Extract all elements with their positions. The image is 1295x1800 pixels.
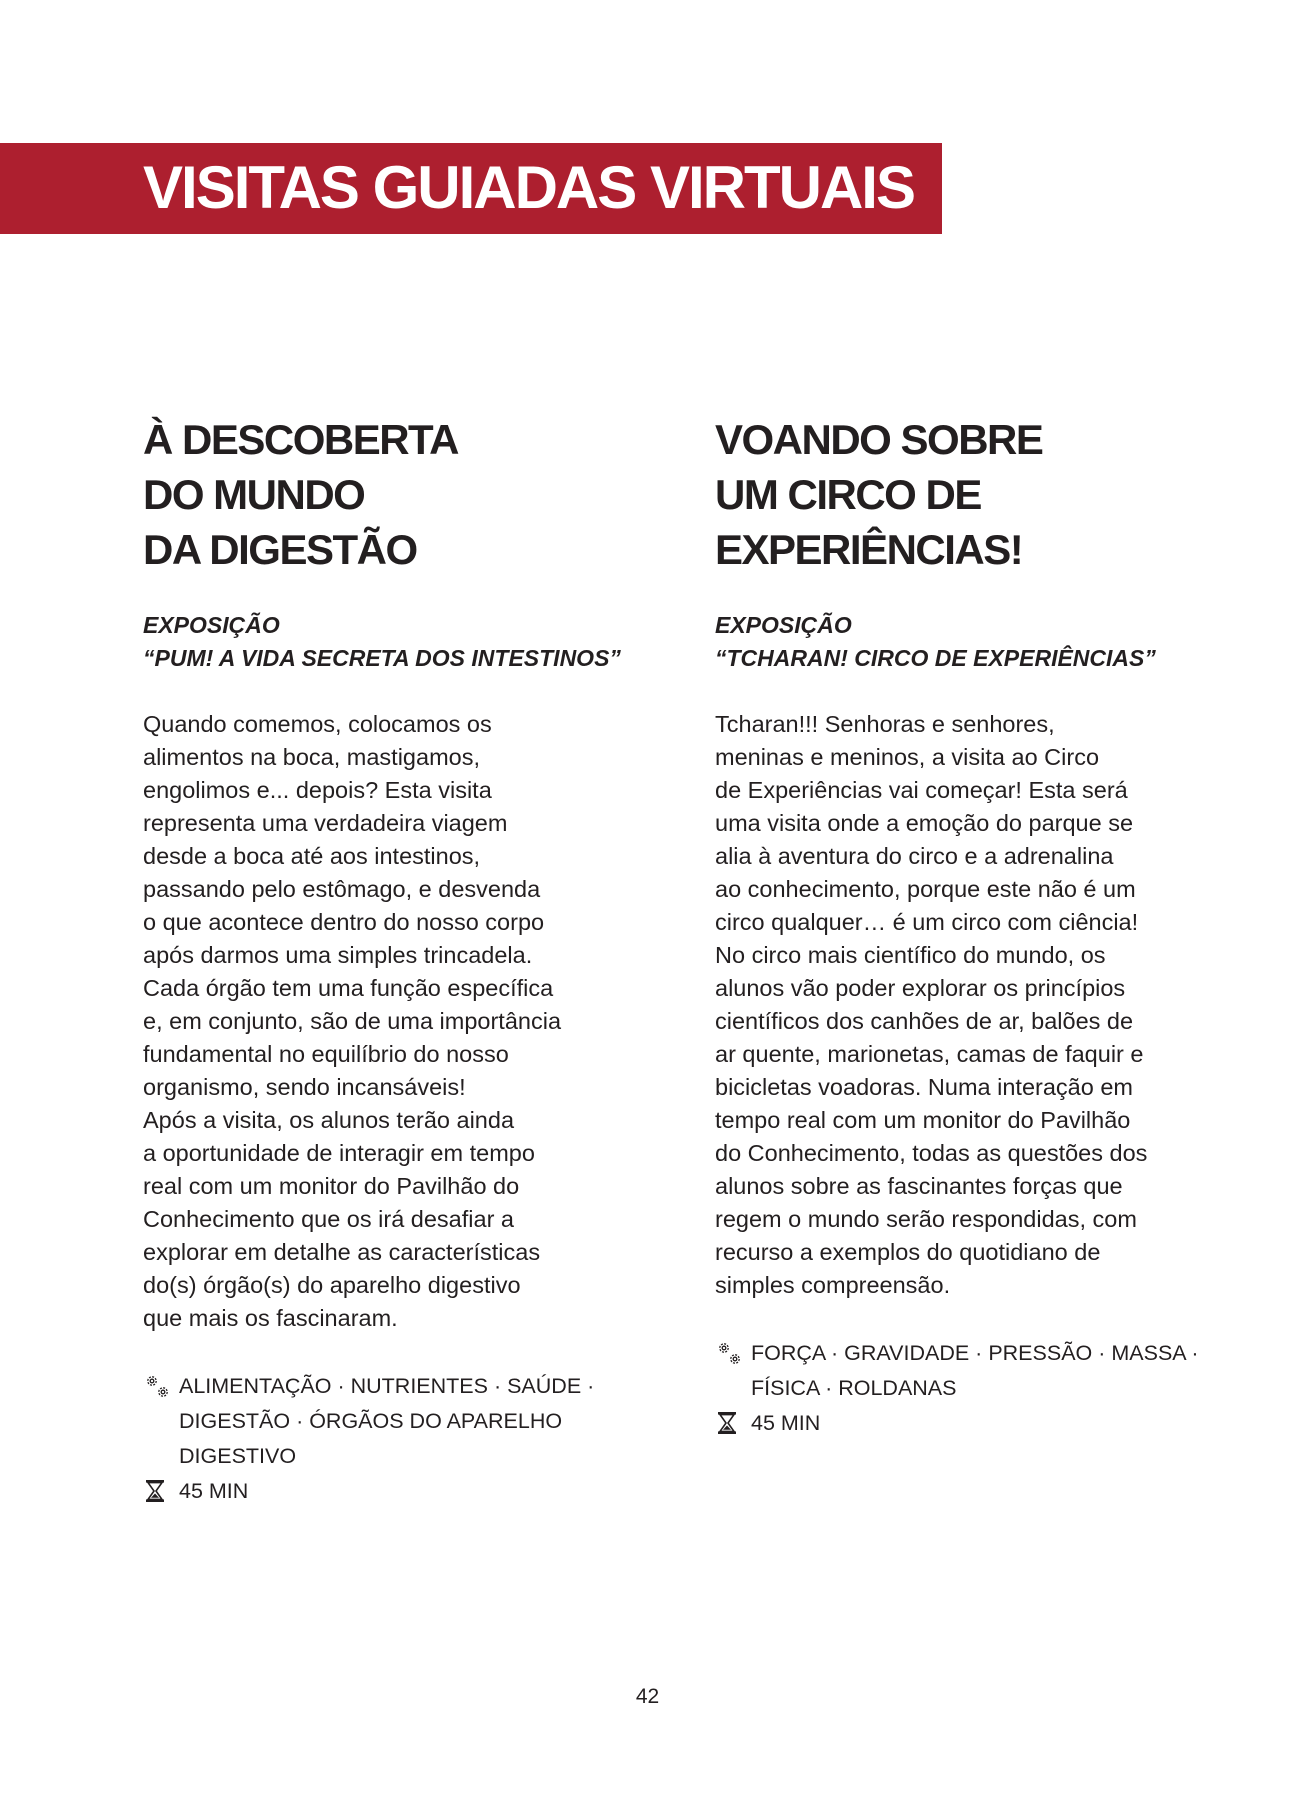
topics-row: FORÇA · GRAVIDADE · PRESSÃO · MASSA · FÍSICA · ROLDANAS [715,1336,1215,1406]
gears-icon [143,1373,173,1403]
page-number: 42 [635,1685,660,1708]
exposition-label: EXPOSIÇÃO “TCHARAN! CIRCO DE EXPERIÊNCIAS” [715,612,1156,671]
page-title: VISITAS GUIADAS VIRTUAIS [143,154,914,221]
article-digestao [143,412,623,1509]
exposition-label: EXPOSIÇÃO “PUM! A VIDA SECRETA DOS INTESTINOS” [143,612,621,671]
visit-meta [143,1369,623,1509]
visit-meta [715,1336,1215,1441]
article-heading: VOANDO SOBRE UM CIRCO DE EXPERIÊNCIAS! [715,416,1043,573]
duration-row: 45 MIN [143,1474,623,1509]
article-circo [715,412,1215,1441]
title-banner [0,143,942,234]
gears-icon [715,1340,745,1370]
topics-row: ALIMENTAÇÃO · NUTRIENTES · SAÚDE · DIGESTÃO · ÓRGÃOS DO APARELHO DIGESTIVO [143,1369,623,1474]
article-body: Tcharan!!! Senhoras e senhores, meninas e meninos, a visita ao Circo de Experiências vai começar! Esta será uma visita onde a emoção do parque se alia à aventura do circo e a adrenalina ao conhecimento, porque este não é um circo qualquer… é um circo com ciência! No circo mais científico do mundo, os alunos vão poder explorar os princípios científicos dos canhões de ar, balões de ar quente, marionetas, camas de faquir e bicicletas voadoras. Numa interação em tempo real com um monitor do Pavilhão do Conhecimento, todas as questões dos alunos sobre as fascinantes forças que regem o mundo serão respondidas, com recurso a exemplos do quotidiano de simples compreensão. [715,711,1148,1298]
hourglass-icon [715,1410,745,1440]
duration-row: 45 MIN [715,1406,1215,1441]
article-heading: À DESCOBERTA DO MUNDO DA DIGESTÃO [143,416,458,573]
hourglass-icon [143,1478,173,1508]
article-body: Quando comemos, colocamos os alimentos na boca, mastigamos, engolimos e... depois? Esta visita representa uma verdadeira viagem desde a boca até aos intestinos, passando pelo estômago, e desvenda o que acontece dentro do nosso corpo após darmos uma simples trincadela. Cada órgão tem uma função específica e, em conjunto, são de uma importância fundamental no equilíbrio do nosso organismo, sendo incansáveis! Após a visita, os alunos terão ainda a oportunidade de interagir em tempo real com um monitor do Pavilhão do Conhecimento que os irá desafiar a explorar em detalhe as características do(s) órgão(s) do aparelho digestivo que mais os fascinaram. [143,711,562,1331]
